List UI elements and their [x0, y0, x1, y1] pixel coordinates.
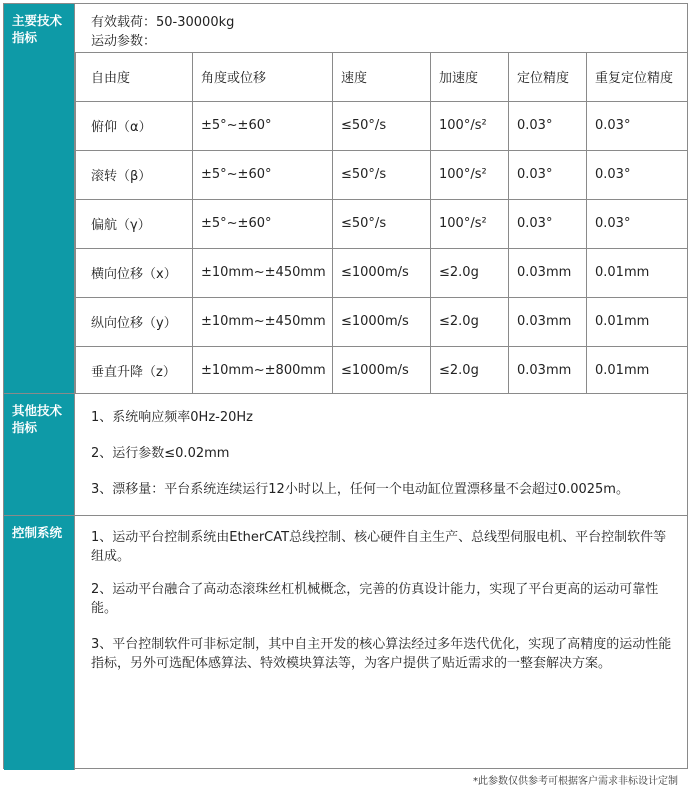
table-cell: 0.01mm	[587, 248, 688, 297]
header-cell: 角度或位移	[193, 53, 333, 102]
table-cell: 俯仰（α）	[76, 101, 193, 150]
table-cell: 纵向位移（y）	[76, 297, 193, 346]
table-header-row	[76, 53, 688, 102]
table-cell: ±10mm~±800mm	[193, 346, 333, 394]
header-cell: 定位精度	[509, 53, 587, 102]
table-cell: 100°/s²	[431, 150, 509, 199]
other-spec-item: 2、运行参数≤0.02mm	[91, 446, 230, 461]
section-content-control	[75, 516, 687, 770]
table-row	[76, 346, 688, 394]
spec-frame	[3, 3, 688, 769]
control-item: 1、运动平台控制系统由EtherCAT总线控制、核心硬件自主生产、总线型伺服电机、平台控制软件等组成。	[91, 530, 667, 564]
table-cell: ≤50°/s	[333, 150, 431, 199]
other-spec-item: 1、系统响应频率0Hz-20Hz	[91, 410, 253, 425]
table-cell: 0.03mm	[509, 248, 587, 297]
table-cell: ≤1000m/s	[333, 248, 431, 297]
table-cell: 0.03mm	[509, 297, 587, 346]
table-cell: ≤1000m/s	[333, 346, 431, 394]
table-cell: 0.03°	[587, 150, 688, 199]
table-cell: ≤2.0g	[431, 346, 509, 394]
table-cell: 滚转（β）	[76, 150, 193, 199]
table-cell: ±5°~±60°	[193, 199, 333, 248]
control-item: 2、运动平台融合了高动态滚珠丝杠机械概念，完善的仿真设计能力，实现了平台更高的运动可靠性能。	[91, 582, 659, 616]
table-row	[76, 297, 688, 346]
footnote: *此参数仅供参考可根据客户需求非标设计定制	[473, 776, 678, 787]
table-cell: ≤2.0g	[431, 297, 509, 346]
table-cell: 0.03°	[587, 101, 688, 150]
table-cell: ±5°~±60°	[193, 150, 333, 199]
table-cell: ≤2.0g	[431, 248, 509, 297]
header-cell: 速度	[333, 53, 431, 102]
table-cell: 0.03mm	[509, 346, 587, 394]
table-cell: ≤50°/s	[333, 199, 431, 248]
table-cell: 横向位移（x）	[76, 248, 193, 297]
section-content-other	[75, 394, 687, 515]
table-cell: 0.03°	[509, 101, 587, 150]
section-main-specs	[4, 4, 687, 394]
table-cell: ≤50°/s	[333, 101, 431, 150]
payload-text: 有效载荷：50-30000kg	[91, 15, 235, 30]
table-cell: 100°/s²	[431, 101, 509, 150]
table-cell: ±10mm~±450mm	[193, 297, 333, 346]
table-cell: 偏航（γ）	[76, 199, 193, 248]
table-cell: 0.03°	[587, 199, 688, 248]
section-label-control: 控制系统	[4, 516, 75, 770]
section-other-specs	[4, 394, 687, 516]
table-cell: ≤1000m/s	[333, 297, 431, 346]
table-cell: 0.03°	[509, 150, 587, 199]
header-cell: 加速度	[431, 53, 509, 102]
table-cell: ±10mm~±450mm	[193, 248, 333, 297]
table-cell: 垂直升降（z）	[76, 346, 193, 394]
table-cell: ±5°~±60°	[193, 101, 333, 150]
table-cell: 0.01mm	[587, 297, 688, 346]
table-row	[76, 199, 688, 248]
motion-params-table	[75, 52, 688, 394]
other-spec-item: 3、漂移量：平台系统连续运行12小时以上，任何一个电动缸位置漂移量不会超过0.0025m。	[91, 482, 629, 497]
table-cell: 100°/s²	[431, 199, 509, 248]
header-cell: 重复定位精度	[587, 53, 688, 102]
header-cell: 自由度	[76, 53, 193, 102]
table-row	[76, 248, 688, 297]
section-content-main	[75, 4, 687, 393]
section-control-system	[4, 516, 687, 770]
table-cell: 0.01mm	[587, 346, 688, 394]
motion-params-title: 运动参数：	[91, 34, 157, 49]
table-cell: 0.03°	[509, 199, 587, 248]
section-label-other: 其他技术指标	[4, 394, 75, 515]
table-row	[76, 101, 688, 150]
control-item: 3、平台控制软件可非标定制，其中自主开发的核心算法经过多年迭代优化，实现了高精度的运动性能指标，另外可选配体感算法、特效模块算法等，为客户提供了贴近需求的一整套解决方案。	[91, 637, 672, 671]
section-label-main: 主要技术指标	[4, 4, 75, 393]
table-row	[76, 150, 688, 199]
